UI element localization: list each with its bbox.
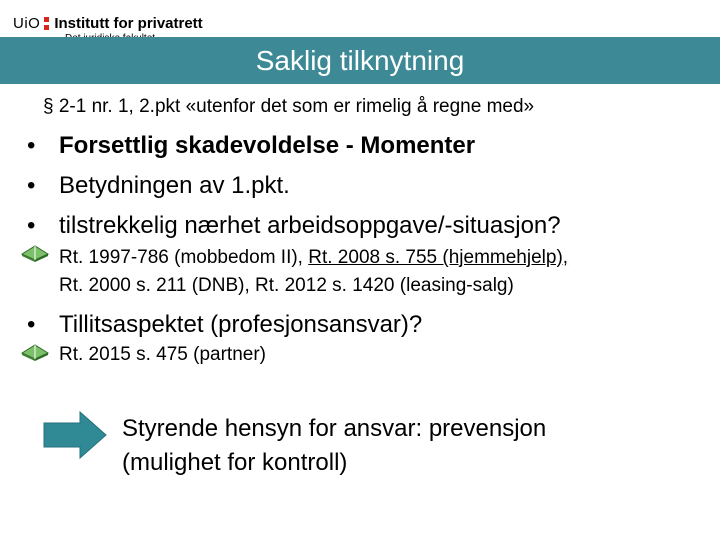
title-bar (0, 37, 720, 84)
bullet-item (27, 171, 290, 201)
book-icon (20, 343, 50, 361)
conclusion-line: Styrende hensyn for ansvar: prevensjon (122, 415, 547, 442)
bullet-text: Betydningen av 1.pkt. (59, 172, 290, 199)
conclusion-text (122, 412, 546, 480)
subtitle-text: § 2-1 nr. 1, 2.pkt «utenfor det som er rimelig å regne med» (43, 96, 535, 117)
bullet-dot: • (27, 212, 36, 239)
bullet-text: Tillitsaspektet (profesjonsansvar)? (59, 311, 423, 338)
bullet-dot: • (27, 311, 36, 338)
case-line (59, 244, 568, 272)
bullet-item (27, 211, 561, 241)
uio-logo (13, 14, 203, 32)
slide-title (0, 37, 720, 84)
logo-uio-text: UiO (13, 14, 41, 32)
case-line: Rt. 2015 s. 475 (partner) (59, 344, 266, 365)
case-list-1 (59, 244, 568, 300)
bullet-text: Forsettlig skadevoldelse - Momenter (59, 132, 476, 159)
slide-title-text: Saklig tilknytning (255, 45, 465, 76)
bullet-item (27, 310, 422, 340)
case-line: Rt. 2000 s. 211 (DNB), Rt. 2012 s. 1420 (leasing-salg) (59, 275, 514, 296)
bullet-item (27, 131, 475, 161)
bullet-dot: • (27, 132, 36, 159)
subtitle (43, 96, 534, 118)
bullet-text: tilstrekkelig nærhet arbeidsoppgave/-situasjon? (59, 212, 561, 239)
book-icon (20, 244, 50, 262)
conclusion-line: (mulighet for kontroll) (122, 449, 348, 476)
case-text-underlined: Rt. 2008 s. 755 (hjemmehjelp), (308, 247, 569, 268)
bullet-dot: • (27, 172, 36, 199)
logo-colon-icon (44, 17, 49, 30)
case-list-2 (59, 341, 266, 369)
logo-institute-text: Institutt for privatrett (54, 14, 203, 32)
case-text: Rt. 1997-786 (mobbedom II), (59, 247, 309, 268)
arrow-right-icon (44, 412, 106, 458)
